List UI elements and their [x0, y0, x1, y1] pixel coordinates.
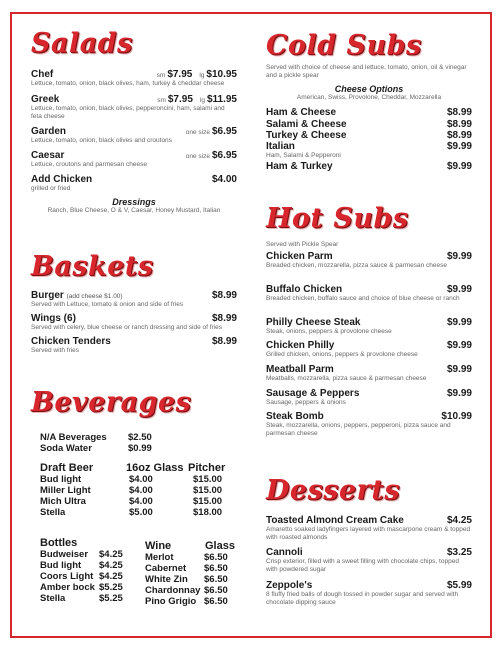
salad-item-greek [31, 94, 237, 121]
table-row: Chardonnay $6.50 [145, 585, 228, 596]
item-price: $8.99 [211, 290, 237, 301]
dressings-block [31, 197, 237, 215]
table-row: White Zin $6.50 [145, 574, 228, 585]
salad-item-garden [31, 126, 237, 145]
table-row: Merlot $6.50 [145, 552, 228, 563]
cold-subs-list [266, 107, 472, 172]
baskets-heading: Baskets [31, 251, 154, 282]
cheese-options-title: Cheese Options [334, 84, 404, 94]
soft-drinks-list [40, 432, 170, 454]
item-name: Garden [31, 126, 67, 137]
salad-item-caesar [31, 150, 237, 169]
item-description: Lettuce, tomato, onion, black olives, ham, turkey & cheddar cheese [31, 80, 225, 87]
table-row: Coors Light $4.25 [40, 571, 123, 582]
cheese-options-block [266, 84, 472, 102]
item-description: Served with fries [31, 347, 80, 354]
list-item: Turkey & Cheese $8.99 [266, 130, 472, 141]
item-name: Burger (add cheese $1.00) [31, 290, 123, 301]
table-row: Bud light $4.25 [40, 560, 123, 571]
dessert-zeppoles: Zeppole's $5.99 8 fluffy fried balls of dough tossed in powder sugar and served with chocolate dipping sauce [266, 580, 472, 606]
cold-subs-intro: Served with choice of cheese and lettuce, tomato, onion, oil & vinegar and a pickle spear [266, 64, 467, 79]
item-name: Chef [31, 69, 54, 80]
dressings-list: Ranch, Blue Cheese, O & V, Caesar, Honey Mustard, Italian [47, 207, 221, 214]
beverages-heading: Beverages [31, 387, 192, 418]
draft-beer-table [40, 462, 240, 518]
hot-sub-philly-cheese-steak: Philly Cheese Steak $9.99 Steak, onions, peppers & provolone cheese [266, 317, 472, 335]
hot-sub-steak-bomb: Steak Bomb $10.99 Steak, mozzarella, onions, peppers, pepperoni, pizza sauce and parmesan cheese [266, 411, 472, 437]
hot-sub-chicken-philly: Chicken Philly $9.99 Grilled chicken, onions, peppers & provolone cheese [266, 340, 472, 358]
desserts-section [266, 477, 472, 504]
hot-subs-heading: Hot Subs [266, 203, 409, 234]
item-description: Lettuce, croutons and parmesan cheese [31, 161, 147, 168]
table-row: Stella $5.25 [40, 593, 123, 604]
item-description: Lettuce, tomato, onion, black olives and croutons [31, 137, 172, 144]
hot-subs-intro: Served with Pickle Spear [266, 241, 339, 248]
list-item: N/A Beverages $2.50 [40, 432, 152, 443]
list-item: Salami & Cheese $8.99 [266, 119, 472, 130]
size-prices: sm $7.95 lg $11.95 [157, 94, 237, 105]
item-description: Meatballs, mozzarella, pizza sauce & parmesan cheese [266, 375, 427, 382]
item-description: 8 fluffy fried balls of dough tossed in powder sugar and served with chocolate dipping sauce [266, 591, 459, 606]
item-description: Breaded chicken, mozzarella, pizza sauce & parmesan cheese [266, 262, 448, 269]
basket-item-burger [31, 290, 237, 309]
table-header: Wine Glass [145, 540, 235, 552]
item-description: grilled or fried [31, 185, 71, 192]
salads-section [31, 30, 237, 57]
item-name: Chicken Tenders [31, 336, 111, 347]
table-row: Amber bock $5.25 [40, 582, 123, 593]
table-header: Bottles [40, 537, 78, 549]
item-description: Breaded chicken, buffalo sauce and choice of blue cheese or ranch [266, 295, 460, 302]
salad-item-add-chicken [31, 174, 237, 193]
dessert-cannoli: Cannoli $3.25 Crisp exterior, filled with a sweet filling with chocolate chips, topped with powdered sugar [266, 547, 472, 573]
wine-table [145, 540, 245, 607]
hot-subs-section [266, 205, 472, 232]
item-description: Served with Lettuce, tomato & onion and side of fries [31, 301, 184, 308]
table-row: Bud light $4.00 $15.00 [40, 474, 223, 485]
table-header: Draft Beer 16oz Glass Pitcher [40, 462, 226, 474]
dressings-title: Dressings [112, 197, 156, 207]
item-price: one size $6.95 [185, 126, 237, 137]
table-row: Cabernet $6.50 [145, 563, 228, 574]
item-description: Lettuce, tomato, onion, black olives, pepperoncini, ham, salami and feta cheese [31, 105, 225, 120]
item-name: Greek [31, 94, 60, 105]
item-description: Served with celery, blue cheese or ranch dressing and side of fries [31, 324, 223, 331]
table-row: Miller Light $4.00 $15.00 [40, 485, 223, 496]
hot-sub-meatball-parm: Meatball Parm $9.99 Meatballs, mozzarella, pizza sauce & parmesan cheese [266, 364, 472, 382]
list-item: Soda Water $0.99 [40, 443, 152, 454]
basket-item-wings [31, 313, 237, 332]
desserts-heading: Desserts [266, 475, 401, 506]
cold-subs-heading: Cold Subs [266, 30, 422, 61]
item-description: Ham, Salami & Pepperoni [266, 152, 341, 159]
cold-subs-section [266, 32, 472, 59]
table-row: Budweiser $4.25 [40, 549, 123, 560]
hot-sub-chicken-parm: Chicken Parm $9.99 Breaded chicken, mozzarella, pizza sauce & parmesan cheese [266, 251, 472, 269]
item-price: $4.00 [211, 174, 237, 185]
salads-heading: Salads [31, 28, 133, 59]
beverages-section [31, 389, 237, 416]
item-description: Steak, mozzarella, onions, peppers, pepperoni, pizza sauce and parmesan cheese [266, 422, 451, 437]
item-description: Steak, onions, peppers & provolone cheese [266, 328, 392, 335]
baskets-section [31, 253, 237, 280]
salad-item-chef [31, 69, 237, 88]
hot-sub-sausage-peppers: Sausage & Peppers $9.99 Sausage, peppers & onions [266, 388, 472, 406]
list-item: Ham & Cheese $8.99 [266, 107, 472, 118]
item-description: Grilled chicken, onions, peppers & provolone cheese [266, 351, 418, 358]
basket-item-tenders [31, 336, 237, 355]
table-row: Mich Ultra $4.00 $15.00 [40, 496, 223, 507]
item-name: Caesar [31, 150, 65, 161]
list-item: Italian $9.99 [266, 141, 472, 152]
hot-sub-buffalo-chicken: Buffalo Chicken $9.99 Breaded chicken, buffalo sauce and choice of blue cheese or ranch [266, 284, 472, 302]
item-description: Crisp exterior, filled with a sweet filling with chocolate chips, topped with powdered sugar [266, 558, 459, 573]
item-price: $8.99 [211, 313, 237, 324]
item-name: Wings (6) [31, 313, 76, 324]
item-name: Add Chicken [31, 174, 93, 185]
bottles-table [40, 537, 130, 604]
item-price: one size $6.95 [185, 150, 237, 161]
item-description: Sausage, peppers & onions [266, 399, 346, 406]
table-row: Pino Grigio $6.50 [145, 596, 228, 607]
item-price: $8.99 [211, 336, 237, 347]
table-row: Stella $5.00 $18.00 [40, 507, 223, 518]
item-description: Amaretto soaked ladyfingers layered with mascarpone cream & topped with roasted almonds [266, 526, 471, 541]
dessert-almond-cake: Toasted Almond Cream Cake $4.25 Amaretto soaked ladyfingers layered with mascarpone cream & topped with roasted almonds [266, 515, 472, 541]
size-prices: sm $7.95 lg $10.95 [156, 69, 237, 80]
list-item: Ham & Turkey $9.99 [266, 161, 472, 172]
cheese-options-list: American, Swiss, Provolone, Cheddar, Mozzarella [296, 94, 442, 101]
